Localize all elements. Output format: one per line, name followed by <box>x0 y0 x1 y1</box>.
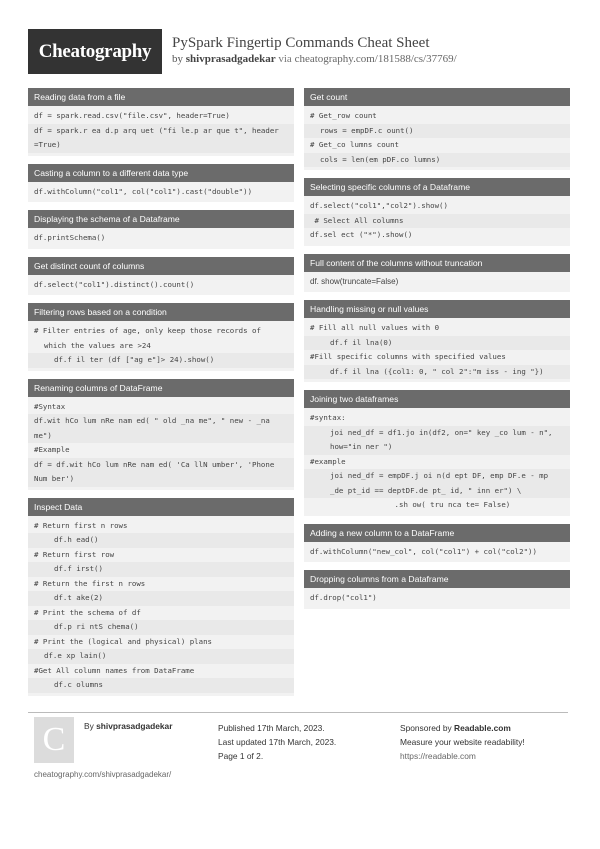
code-line: df = spark.r ea d.p arq uet ("fi le.p ar que t", header =True) <box>28 124 294 153</box>
section-header: Dropping columns from a Dataframe <box>304 570 570 588</box>
code-line: df.select("col1").distinct().count() <box>34 279 195 289</box>
code-line: df. show(truncate=False) <box>310 276 399 286</box>
code-line: df.withColumn("new_col", col("col1") + col("col2")) <box>310 546 537 556</box>
code-line: # Get_row count <box>310 111 377 120</box>
code-line: df.f irst() <box>28 562 294 577</box>
section <box>28 257 294 296</box>
code-line: # Filter entries of age, only keep those records of <box>34 326 261 335</box>
section-body <box>304 542 570 563</box>
right-column <box>304 88 570 617</box>
code-line: # Return first row <box>34 549 115 559</box>
sponsor-tagline: Measure your website readability! <box>400 737 525 747</box>
code-line: df.drop("col1") <box>310 593 377 602</box>
section-header: Get count <box>304 88 570 106</box>
section <box>28 498 294 696</box>
sponsor-url-link[interactable]: https://readable.com <box>400 751 476 761</box>
code-line: df.sel ect ("*").show() <box>310 230 413 239</box>
code-line: df.wit hCo lum nRe nam ed( " old _na me", " new - _na me") <box>28 414 294 443</box>
section-header: Renaming columns of DataFrame <box>28 379 294 397</box>
code-line: #Fill specific columns with specified values <box>310 352 506 361</box>
section <box>304 524 570 563</box>
section-body <box>304 408 570 516</box>
sponsor-prefix: Sponsored by <box>400 723 452 733</box>
footer-sponsor <box>400 721 525 763</box>
section <box>304 390 570 516</box>
author-link[interactable]: shivprasadgadekar <box>185 53 276 65</box>
code-line: df = spark.read.csv("file.csv", header=True) <box>34 111 230 120</box>
sponsor-name-link[interactable]: Readable.com <box>454 723 511 733</box>
code-line: joi ned_df = empDF.j oi n(d ept DF, emp DF.e - mp _de pt_id == deptDF.de pt_ id, " inn er") \ <box>304 469 570 498</box>
author-avatar[interactable] <box>34 717 74 763</box>
section-header: Displaying the schema of a Dataframe <box>28 210 294 228</box>
section-body <box>28 321 294 371</box>
section-header: Full content of the columns without truncation <box>304 254 570 272</box>
byline-by: by <box>172 53 183 65</box>
section-header: Adding a new column to a DataFrame <box>304 524 570 542</box>
section-header: Get distinct count of columns <box>28 257 294 275</box>
footer-by-label: By <box>84 721 94 731</box>
code-line: #syntax: <box>310 413 346 422</box>
code-line: # Return first n rows <box>34 520 128 530</box>
code-line: df.c olumns <box>28 678 294 693</box>
section-header: Selecting specific columns of a Dataframe <box>304 178 570 196</box>
section-header: Filtering rows based on a condition <box>28 303 294 321</box>
code-line: df.e xp lain() <box>28 649 294 664</box>
footer-author <box>84 721 172 731</box>
left-column <box>28 88 294 704</box>
code-line: #Example <box>34 445 70 454</box>
published-date: Published 17th March, 2023. <box>218 723 325 733</box>
section <box>28 303 294 371</box>
code-line: #Syntax <box>34 401 66 411</box>
code-line: .sh ow( tru nca te= False) <box>310 500 511 509</box>
code-line: # Print the (logical and physical) plans <box>34 636 212 646</box>
code-line: # Select All columns <box>304 214 570 229</box>
byline-via: via <box>278 53 292 65</box>
cheatsheet-url-link[interactable]: cheatography.com/181588/cs/37769/ <box>294 53 457 65</box>
section-body <box>304 588 570 609</box>
footer-divider <box>28 712 568 713</box>
code-line: df.h ead() <box>28 533 294 548</box>
byline <box>172 53 457 65</box>
code-line: df.t ake(2) <box>28 591 294 606</box>
code-line: df.withColumn("col1", col("col1").cast("double")) <box>34 186 253 196</box>
code-line: df.printSchema() <box>34 233 106 242</box>
section-body <box>304 196 570 246</box>
code-line: # Print the schema of df <box>34 607 141 617</box>
section <box>304 300 570 382</box>
code-line: df.p ri ntS chema() <box>28 620 294 635</box>
code-line: rows = empDF.c ount() <box>304 124 570 139</box>
section <box>28 210 294 249</box>
code-line: df = df.wit hCo lum nRe nam ed( 'Ca llN umber', 'Phone Num ber') <box>28 458 294 487</box>
author-profile-link[interactable]: cheatography.com/shivprasadgadekar/ <box>34 770 172 779</box>
section-header: Reading data from a file <box>28 88 294 106</box>
code-line: #Get All column names from DataFrame <box>34 665 195 675</box>
section <box>304 178 570 246</box>
section <box>304 570 570 609</box>
section-header: Casting a column to a different data type <box>28 164 294 182</box>
section <box>304 88 570 170</box>
section-body <box>28 182 294 203</box>
code-line: # Get_co lumns count <box>310 140 399 149</box>
section <box>28 164 294 203</box>
section-body <box>304 272 570 293</box>
section-body <box>304 318 570 382</box>
code-line: which the values are >24 <box>44 340 151 350</box>
code-line: # Return the first n rows <box>34 578 146 588</box>
code-line: # Fill all null values with 0 <box>310 323 440 332</box>
section-body <box>28 228 294 249</box>
section <box>304 254 570 293</box>
cheatography-logo[interactable] <box>28 29 162 74</box>
updated-date: Last updated 17th March, 2023. <box>218 737 337 747</box>
section-header: Handling missing or null values <box>304 300 570 318</box>
code-line: df.select("col1","col2").show() <box>310 201 448 210</box>
section-header: Joining two dataframes <box>304 390 570 408</box>
footer-publish-info <box>218 721 336 763</box>
code-line: df.f il lna ({col1: 0, " col 2":"m iss - ing "}) <box>304 365 570 380</box>
section-body <box>28 397 294 490</box>
section-header: Inspect Data <box>28 498 294 516</box>
section <box>28 88 294 156</box>
page-title: PySpark Fingertip Commands Cheat Sheet <box>172 35 430 51</box>
footer-author-link[interactable]: shivprasadgadekar <box>96 721 173 731</box>
code-line: df.f il lna(0) <box>304 336 570 351</box>
section-body <box>28 275 294 296</box>
code-line: df.f il ter (df ["ag e"]> 24).show() <box>28 353 294 368</box>
code-line: #example <box>310 456 346 466</box>
page-number: Page 1 of 2. <box>218 751 264 761</box>
code-line: joi ned_df = df1.jo in(df2, on=" key _co lum - n", how="in ner ") <box>304 426 570 455</box>
section-body <box>304 106 570 170</box>
avatar-letter: C <box>42 721 66 758</box>
logo-text: Cheatography <box>38 40 152 62</box>
code-line: cols = len(em pDF.co lumns) <box>304 153 570 168</box>
section-body <box>28 516 294 696</box>
section-body <box>28 106 294 156</box>
section <box>28 379 294 490</box>
